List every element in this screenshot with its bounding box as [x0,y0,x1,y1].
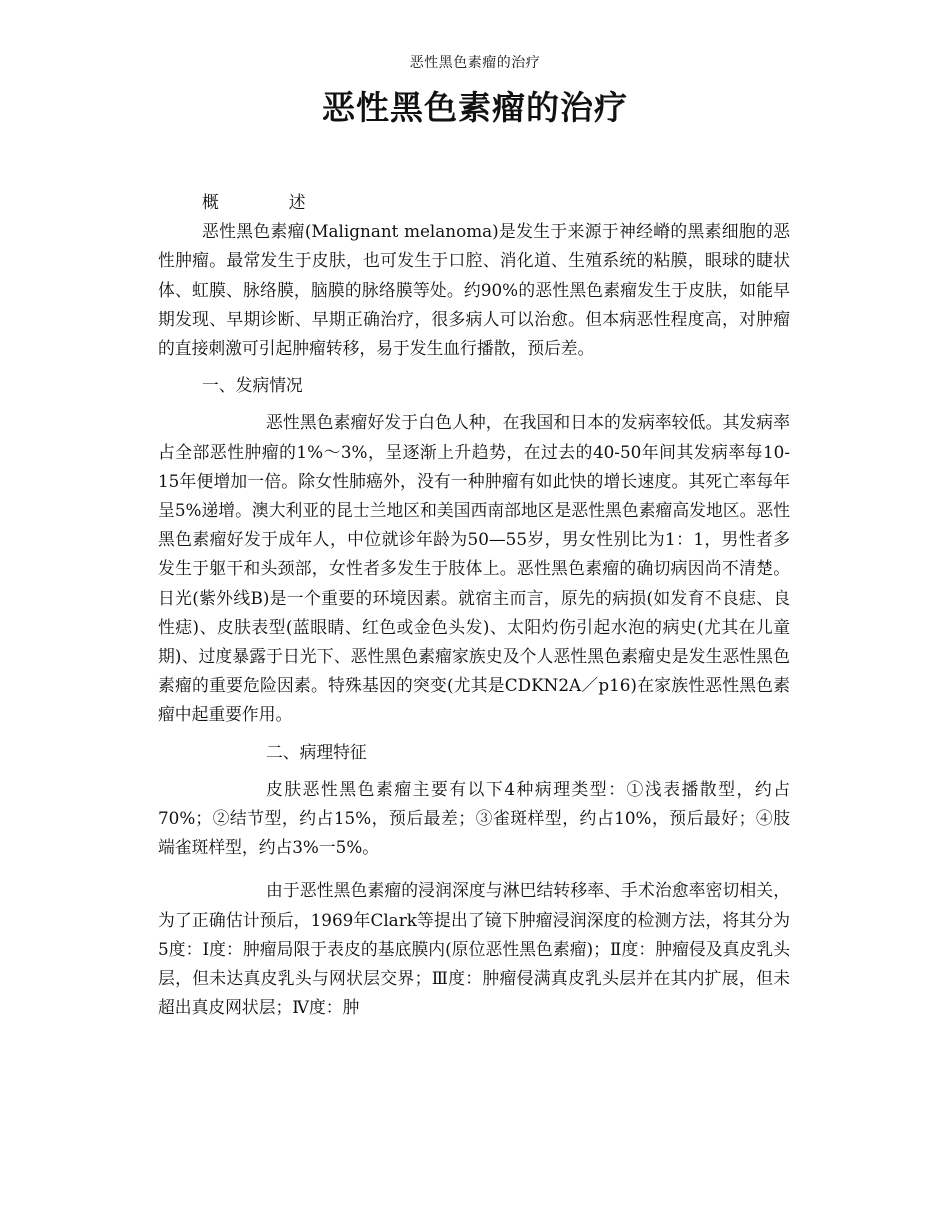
document-body [158,188,790,1022]
section2-paragraph-2: 由于恶性黑色素瘤的浸润深度与淋巴结转移率、手术治愈率密切相关，为了正确估计预后，1969年Clark等提出了镜下肿瘤浸润深度的检测方法，将其分为5度：Ⅰ度：肿瘤局限于表皮的基底膜内(原位恶性黑色素瘤)；Ⅱ度：肿瘤侵及真皮乳头层，但未达真皮乳头与网状层交界；Ⅲ度：肿瘤侵满真皮乳头层并在其内扩展，但未超出真皮网状层；Ⅳ度：肿 [158,880,790,1018]
section1-heading: 一、发病情况 [202,375,303,396]
document-title: 恶性黑色素瘤的治疗 [322,88,628,127]
section2-heading: 二、病理特征 [266,741,367,762]
overview-paragraph: 恶性黑色素瘤(Malignant melanoma)是发生于来源于神经嵴的黑素细胞的恶性肿瘤。最常发生于皮肤，也可发生于口腔、消化道、生殖系统的粘膜，眼球的睫状体、虹膜、脉络膜，脑膜的脉络膜等处。约90%的恶性黑色素瘤发生于皮肤，如能早期发现、早期诊断、早期正确治疗，很多病人可以治愈。但本病恶性程度高，对肿瘤的直接刺激可引起肿瘤转移，易于发生血行播散，预后差。 [158,221,790,359]
overview-heading-second: 述 [288,192,306,212]
section1-paragraph: 恶性黑色素瘤好发于白色人种，在我国和日本的发病率较低。其发病率占全部恶性肿瘤的1%～3%，呈逐渐上升趋势，在过去的40-50年间其发病率每10-15年便增加一倍。除女性肺癌外，没有一种肿瘤有如此快的增长速度。其死亡率每年呈5%递增。澳大利亚的昆士兰地区和美国西南部地区是恶性黑色素瘤高发地区。恶性黑色素瘤好发于成年人，中位就诊年龄为50—55岁，男女性别比为1：1，男性者多发生于躯干和头颈部，女性者多发生于肢体上。恶性黑色素瘤的确切病因尚不清楚。日光(紫外线B)是一个重要的环境因素。就宿主而言，原先的病损(如发育不良痣、良性痣)、皮肤表型(蓝眼睛、红色或金色头发)、太阳灼伤引起水泡的病史(尤其在儿童期)、过度暴露于日光下、恶性黑色素瘤家族史及个人恶性黑色素瘤史是发生恶性黑色素瘤的重要危险因素。特殊基因的突变(尤其是CDKN2A／p16)在家族性恶性黑色素瘤中起重要作用。 [158,412,790,725]
overview-heading-first: 概 [202,192,219,212]
running-header: 恶性黑色素瘤的治疗 [409,55,541,71]
overview-heading [158,188,790,217]
section2-paragraph-1: 皮肤恶性黑色素瘤主要有以下4种病理类型：①浅表播散型，约占70%；②结节型，约占15%，预后最差；③雀斑样型，约占10%，预后最好；④肢端雀斑样型，约占3%一5%。 [158,778,790,858]
